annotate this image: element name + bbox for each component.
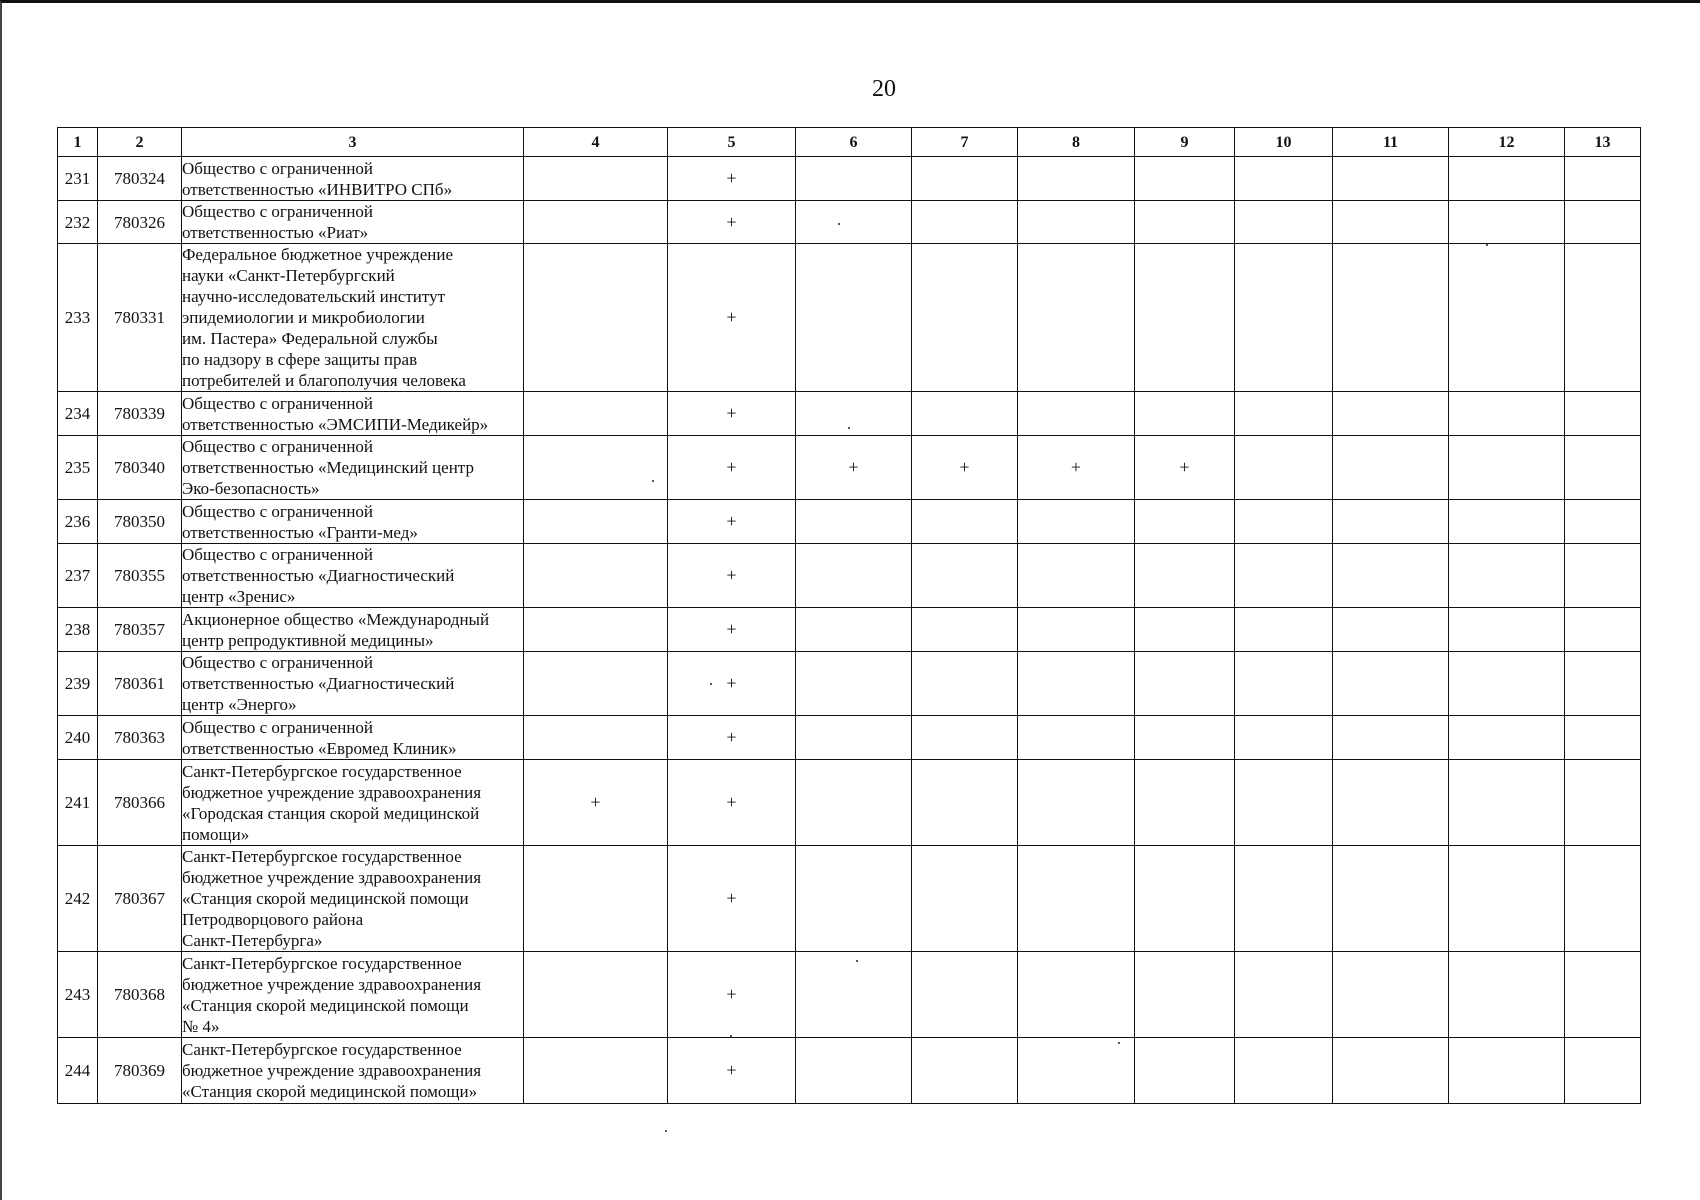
row-number-cell: 236 <box>58 500 98 544</box>
mark-cell-col-10 <box>1235 544 1333 608</box>
mark-cell-col-10 <box>1235 244 1333 392</box>
mark-cell-col-11 <box>1333 244 1449 392</box>
mark-cell-col-12 <box>1449 436 1565 500</box>
mark-cell-col-10 <box>1235 201 1333 244</box>
organization-name-cell: Санкт-Петербургское государственное бюджетное учреждение здравоохранения «Станция скорой медицинской помощи» <box>182 1038 524 1104</box>
mark-cell-col-6 <box>796 652 912 716</box>
organization-name-cell: Федеральное бюджетное учреждение науки «Санкт-Петербургский научно-исследовательский институт эпидемиологии и микробиологии им. Пастера» Федеральной службы по надзору в сфере защиты прав потребителей и благополучия человека <box>182 244 524 392</box>
row-number-cell: 242 <box>58 846 98 952</box>
organization-code-cell: 780355 <box>98 544 182 608</box>
mark-cell-col-4 <box>524 652 668 716</box>
organization-name-cell: Общество с ограниченной ответственностью «Евромед Клиник» <box>182 716 524 760</box>
mark-cell-col-4 <box>524 608 668 652</box>
table-row <box>58 652 1641 716</box>
mark-cell-col-8 <box>1018 760 1135 846</box>
mark-cell-col-8 <box>1018 608 1135 652</box>
mark-cell-col-13 <box>1565 846 1641 952</box>
row-number-cell: 241 <box>58 760 98 846</box>
organization-name-cell: Общество с ограниченной ответственностью «ЭМСИПИ-Медикейр» <box>182 392 524 436</box>
mark-cell-col-13 <box>1565 500 1641 544</box>
mark-cell-col-10 <box>1235 436 1333 500</box>
mark-cell-col-6 <box>796 201 912 244</box>
scan-speck <box>856 960 858 962</box>
column-header: 13 <box>1565 128 1641 157</box>
mark-cell-col-9: + <box>1135 436 1235 500</box>
mark-cell-col-10 <box>1235 157 1333 201</box>
table-row <box>58 1038 1641 1104</box>
mark-cell-col-10 <box>1235 716 1333 760</box>
mark-cell-col-7 <box>912 244 1018 392</box>
mark-cell-col-6 <box>796 716 912 760</box>
table-row <box>58 846 1641 952</box>
mark-cell-col-4 <box>524 952 668 1038</box>
mark-cell-col-13 <box>1565 652 1641 716</box>
scan-speck <box>665 1130 667 1132</box>
mark-cell-col-8 <box>1018 952 1135 1038</box>
mark-cell-col-4 <box>524 436 668 500</box>
organization-name-cell: Акционерное общество «Международный центр репродуктивной медицины» <box>182 608 524 652</box>
mark-cell-col-5: + <box>668 436 796 500</box>
mark-cell-col-4 <box>524 201 668 244</box>
row-number-cell: 237 <box>58 544 98 608</box>
table-row <box>58 544 1641 608</box>
organization-name-cell: Общество с ограниченной ответственностью «Диагностический центр «Энерго» <box>182 652 524 716</box>
mark-cell-col-5: + <box>668 952 796 1038</box>
mark-cell-col-10 <box>1235 500 1333 544</box>
mark-cell-col-8 <box>1018 846 1135 952</box>
mark-cell-col-11 <box>1333 201 1449 244</box>
mark-cell-col-12 <box>1449 652 1565 716</box>
scan-speck <box>838 223 840 225</box>
mark-cell-col-4: + <box>524 760 668 846</box>
mark-cell-col-10 <box>1235 846 1333 952</box>
mark-cell-col-4 <box>524 544 668 608</box>
mark-cell-col-6 <box>796 952 912 1038</box>
mark-cell-col-9 <box>1135 760 1235 846</box>
row-number-cell: 239 <box>58 652 98 716</box>
mark-cell-col-7 <box>912 392 1018 436</box>
column-header: 3 <box>182 128 524 157</box>
mark-cell-col-9 <box>1135 157 1235 201</box>
mark-cell-col-9 <box>1135 608 1235 652</box>
mark-cell-col-4 <box>524 716 668 760</box>
column-header: 5 <box>668 128 796 157</box>
mark-cell-col-12 <box>1449 392 1565 436</box>
mark-cell-col-8: + <box>1018 436 1135 500</box>
mark-cell-col-4 <box>524 1038 668 1104</box>
scan-speck <box>710 683 712 685</box>
mark-cell-col-7 <box>912 500 1018 544</box>
mark-cell-col-6 <box>796 608 912 652</box>
mark-cell-col-9 <box>1135 652 1235 716</box>
organization-code-cell: 780331 <box>98 244 182 392</box>
organization-code-cell: 780366 <box>98 760 182 846</box>
mark-cell-col-8 <box>1018 716 1135 760</box>
mark-cell-col-10 <box>1235 1038 1333 1104</box>
mark-cell-col-8 <box>1018 1038 1135 1104</box>
column-header: 2 <box>98 128 182 157</box>
table-row <box>58 436 1641 500</box>
mark-cell-col-6 <box>796 760 912 846</box>
mark-cell-col-11 <box>1333 952 1449 1038</box>
mark-cell-col-11 <box>1333 157 1449 201</box>
mark-cell-col-12 <box>1449 760 1565 846</box>
mark-cell-col-5: + <box>668 716 796 760</box>
mark-cell-col-13 <box>1565 157 1641 201</box>
scan-speck <box>848 427 850 429</box>
row-number-cell: 234 <box>58 392 98 436</box>
mark-cell-col-4 <box>524 157 668 201</box>
mark-cell-col-5: + <box>668 652 796 716</box>
registry-table <box>57 127 1641 1104</box>
mark-cell-col-10 <box>1235 608 1333 652</box>
mark-cell-col-5: + <box>668 157 796 201</box>
organization-code-cell: 780350 <box>98 500 182 544</box>
row-number-cell: 232 <box>58 201 98 244</box>
mark-cell-col-6 <box>796 500 912 544</box>
mark-cell-col-7 <box>912 201 1018 244</box>
mark-cell-col-8 <box>1018 544 1135 608</box>
mark-cell-col-12 <box>1449 500 1565 544</box>
mark-cell-col-11 <box>1333 392 1449 436</box>
mark-cell-col-12 <box>1449 608 1565 652</box>
mark-cell-col-6 <box>796 846 912 952</box>
mark-cell-col-12 <box>1449 846 1565 952</box>
mark-cell-col-11 <box>1333 608 1449 652</box>
table-row <box>58 952 1641 1038</box>
mark-cell-col-11 <box>1333 1038 1449 1104</box>
mark-cell-col-9 <box>1135 244 1235 392</box>
scan-speck <box>652 480 654 482</box>
organization-name-cell: Общество с ограниченной ответственностью «Диагностический центр «Зренис» <box>182 544 524 608</box>
mark-cell-col-12 <box>1449 716 1565 760</box>
organization-code-cell: 780368 <box>98 952 182 1038</box>
column-header: 6 <box>796 128 912 157</box>
table-row <box>58 716 1641 760</box>
mark-cell-col-7 <box>912 157 1018 201</box>
mark-cell-col-9 <box>1135 544 1235 608</box>
row-number-cell: 233 <box>58 244 98 392</box>
mark-cell-col-7 <box>912 952 1018 1038</box>
mark-cell-col-8 <box>1018 244 1135 392</box>
column-header: 7 <box>912 128 1018 157</box>
mark-cell-col-13 <box>1565 201 1641 244</box>
mark-cell-col-4 <box>524 244 668 392</box>
mark-cell-col-7: + <box>912 436 1018 500</box>
mark-cell-col-4 <box>524 392 668 436</box>
mark-cell-col-8 <box>1018 652 1135 716</box>
mark-cell-col-9 <box>1135 846 1235 952</box>
column-header: 12 <box>1449 128 1565 157</box>
mark-cell-col-7 <box>912 652 1018 716</box>
scan-speck <box>730 1035 732 1037</box>
mark-cell-col-5: + <box>668 500 796 544</box>
mark-cell-col-6 <box>796 544 912 608</box>
row-number-cell: 243 <box>58 952 98 1038</box>
registry-body <box>58 157 1641 1104</box>
mark-cell-col-5: + <box>668 201 796 244</box>
mark-cell-col-13 <box>1565 716 1641 760</box>
mark-cell-col-13 <box>1565 760 1641 846</box>
table-row <box>58 500 1641 544</box>
mark-cell-col-9 <box>1135 716 1235 760</box>
mark-cell-col-10 <box>1235 652 1333 716</box>
mark-cell-col-11 <box>1333 436 1449 500</box>
column-header: 8 <box>1018 128 1135 157</box>
column-header: 1 <box>58 128 98 157</box>
organization-code-cell: 780361 <box>98 652 182 716</box>
mark-cell-col-13 <box>1565 1038 1641 1104</box>
mark-cell-col-6 <box>796 157 912 201</box>
table-row <box>58 608 1641 652</box>
organization-name-cell: Общество с ограниченной ответственностью «ИНВИТРО СПб» <box>182 157 524 201</box>
row-number-cell: 240 <box>58 716 98 760</box>
organization-name-cell: Санкт-Петербургское государственное бюджетное учреждение здравоохранения «Станция скорой медицинской помощи № 4» <box>182 952 524 1038</box>
mark-cell-col-7 <box>912 846 1018 952</box>
mark-cell-col-5: + <box>668 608 796 652</box>
mark-cell-col-4 <box>524 846 668 952</box>
mark-cell-col-5: + <box>668 392 796 436</box>
mark-cell-col-5: + <box>668 1038 796 1104</box>
mark-cell-col-9 <box>1135 392 1235 436</box>
table-row <box>58 244 1641 392</box>
mark-cell-col-10 <box>1235 392 1333 436</box>
mark-cell-col-4 <box>524 500 668 544</box>
mark-cell-col-11 <box>1333 544 1449 608</box>
scan-speck <box>1118 1042 1120 1044</box>
mark-cell-col-13 <box>1565 544 1641 608</box>
mark-cell-col-12 <box>1449 544 1565 608</box>
mark-cell-col-7 <box>912 1038 1018 1104</box>
mark-cell-col-13 <box>1565 436 1641 500</box>
organization-code-cell: 780369 <box>98 1038 182 1104</box>
mark-cell-col-10 <box>1235 952 1333 1038</box>
mark-cell-col-9 <box>1135 201 1235 244</box>
mark-cell-col-12 <box>1449 1038 1565 1104</box>
mark-cell-col-13 <box>1565 952 1641 1038</box>
row-number-cell: 238 <box>58 608 98 652</box>
mark-cell-col-13 <box>1565 608 1641 652</box>
organization-name-cell: Санкт-Петербургское государственное бюджетное учреждение здравоохранения «Городская станция скорой медицинской помощи» <box>182 760 524 846</box>
organization-name-cell: Общество с ограниченной ответственностью «Медицинский центр Эко-безопасность» <box>182 436 524 500</box>
mark-cell-col-11 <box>1333 500 1449 544</box>
mark-cell-col-11 <box>1333 846 1449 952</box>
row-number-cell: 231 <box>58 157 98 201</box>
mark-cell-col-5: + <box>668 760 796 846</box>
mark-cell-col-7 <box>912 544 1018 608</box>
organization-code-cell: 780324 <box>98 157 182 201</box>
header-row <box>58 128 1641 157</box>
column-header: 4 <box>524 128 668 157</box>
organization-code-cell: 780339 <box>98 392 182 436</box>
organization-name-cell: Общество с ограниченной ответственностью «Риат» <box>182 201 524 244</box>
mark-cell-col-7 <box>912 760 1018 846</box>
mark-cell-col-9 <box>1135 1038 1235 1104</box>
mark-cell-col-8 <box>1018 201 1135 244</box>
mark-cell-col-10 <box>1235 760 1333 846</box>
mark-cell-col-8 <box>1018 500 1135 544</box>
table-row <box>58 201 1641 244</box>
mark-cell-col-6: + <box>796 436 912 500</box>
organization-code-cell: 780363 <box>98 716 182 760</box>
mark-cell-col-12 <box>1449 201 1565 244</box>
mark-cell-col-11 <box>1333 760 1449 846</box>
organization-code-cell: 780326 <box>98 201 182 244</box>
page-number: 20 <box>872 76 896 102</box>
column-header: 9 <box>1135 128 1235 157</box>
row-number-cell: 235 <box>58 436 98 500</box>
mark-cell-col-12 <box>1449 244 1565 392</box>
organization-code-cell: 780357 <box>98 608 182 652</box>
mark-cell-col-13 <box>1565 244 1641 392</box>
mark-cell-col-8 <box>1018 157 1135 201</box>
organization-name-cell: Санкт-Петербургское государственное бюджетное учреждение здравоохранения «Станция скорой медицинской помощи Петродворцового района Санкт-Петербурга» <box>182 846 524 952</box>
table-row <box>58 760 1641 846</box>
column-header: 10 <box>1235 128 1333 157</box>
mark-cell-col-8 <box>1018 392 1135 436</box>
column-header: 11 <box>1333 128 1449 157</box>
mark-cell-col-9 <box>1135 952 1235 1038</box>
mark-cell-col-7 <box>912 608 1018 652</box>
organization-code-cell: 780367 <box>98 846 182 952</box>
organization-code-cell: 780340 <box>98 436 182 500</box>
mark-cell-col-12 <box>1449 952 1565 1038</box>
mark-cell-col-9 <box>1135 500 1235 544</box>
mark-cell-col-7 <box>912 716 1018 760</box>
mark-cell-col-5: + <box>668 244 796 392</box>
mark-cell-col-11 <box>1333 716 1449 760</box>
mark-cell-col-5: + <box>668 846 796 952</box>
row-number-cell: 244 <box>58 1038 98 1104</box>
mark-cell-col-11 <box>1333 652 1449 716</box>
mark-cell-col-5: + <box>668 544 796 608</box>
mark-cell-col-12 <box>1449 157 1565 201</box>
organization-name-cell: Общество с ограниченной ответственностью «Гранти-мед» <box>182 500 524 544</box>
mark-cell-col-6 <box>796 1038 912 1104</box>
table-row <box>58 157 1641 201</box>
mark-cell-col-6 <box>796 244 912 392</box>
scan-speck <box>1486 244 1488 246</box>
mark-cell-col-6 <box>796 392 912 436</box>
mark-cell-col-13 <box>1565 392 1641 436</box>
